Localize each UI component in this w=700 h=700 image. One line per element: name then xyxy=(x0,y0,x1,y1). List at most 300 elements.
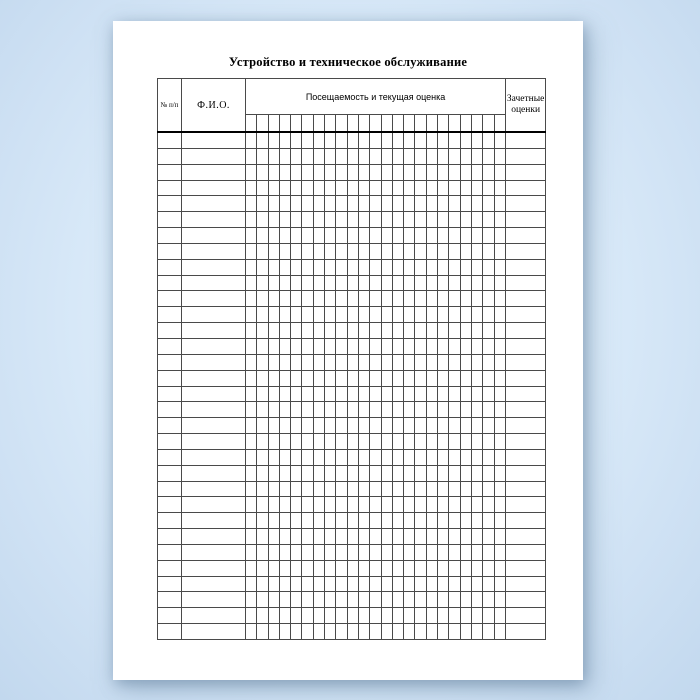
attendance-cell xyxy=(426,212,437,228)
table-row xyxy=(158,307,546,323)
attendance-cell xyxy=(426,370,437,386)
attendance-cell xyxy=(279,180,290,196)
attendance-cell xyxy=(471,434,482,450)
attendance-cell xyxy=(438,243,449,259)
header-row xyxy=(158,79,546,115)
attendance-cell xyxy=(415,576,426,592)
attendance-cell xyxy=(370,434,381,450)
attendance-cell xyxy=(381,164,392,180)
attendance-cell xyxy=(460,180,471,196)
attendance-cell xyxy=(494,513,506,529)
attendance-cell xyxy=(279,608,290,624)
attendance-cell xyxy=(404,291,415,307)
attendance-cell xyxy=(336,386,347,402)
attendance-subheader-cell xyxy=(347,115,358,133)
attendance-cell xyxy=(302,243,313,259)
number-cell xyxy=(158,624,182,640)
attendance-cell xyxy=(370,212,381,228)
attendance-cell xyxy=(347,592,358,608)
attendance-cell xyxy=(449,180,460,196)
attendance-cell xyxy=(483,243,494,259)
attendance-cell xyxy=(438,481,449,497)
attendance-cell xyxy=(291,592,302,608)
attendance-cell xyxy=(370,576,381,592)
attendance-cell xyxy=(313,449,324,465)
name-cell xyxy=(182,338,246,354)
attendance-cell xyxy=(347,148,358,164)
attendance-cell xyxy=(415,180,426,196)
attendance-cell xyxy=(426,608,437,624)
attendance-cell xyxy=(449,196,460,212)
attendance-cell xyxy=(291,386,302,402)
attendance-cell xyxy=(494,418,506,434)
attendance-cell xyxy=(268,497,279,513)
table-row xyxy=(158,291,546,307)
attendance-cell xyxy=(392,338,403,354)
attendance-cell xyxy=(471,212,482,228)
attendance-cell xyxy=(302,418,313,434)
attendance-cell xyxy=(483,370,494,386)
attendance-cell xyxy=(438,354,449,370)
attendance-cell xyxy=(494,544,506,560)
attendance-cell xyxy=(336,196,347,212)
attendance-cell xyxy=(404,323,415,339)
attendance-cell xyxy=(381,243,392,259)
attendance-cell xyxy=(404,132,415,148)
attendance-cell xyxy=(246,497,257,513)
number-cell xyxy=(158,323,182,339)
attendance-cell xyxy=(246,544,257,560)
attendance-cell xyxy=(313,418,324,434)
attendance-cell xyxy=(483,624,494,640)
attendance-cell xyxy=(460,624,471,640)
attendance-cell xyxy=(415,291,426,307)
attendance-cell xyxy=(392,560,403,576)
table-row xyxy=(158,275,546,291)
attendance-cell xyxy=(313,243,324,259)
attendance-cell xyxy=(358,291,369,307)
attendance-cell xyxy=(460,418,471,434)
name-cell xyxy=(182,164,246,180)
attendance-cell xyxy=(381,497,392,513)
attendance-cell xyxy=(279,196,290,212)
attendance-cell xyxy=(438,465,449,481)
attendance-cell xyxy=(347,370,358,386)
attendance-cell xyxy=(302,228,313,244)
attendance-cell xyxy=(483,196,494,212)
attendance-cell xyxy=(494,180,506,196)
attendance-cell xyxy=(325,212,336,228)
name-cell xyxy=(182,132,246,148)
number-cell xyxy=(158,164,182,180)
attendance-cell xyxy=(460,576,471,592)
attendance-cell xyxy=(313,354,324,370)
attendance-cell xyxy=(494,481,506,497)
attendance-cell xyxy=(483,259,494,275)
attendance-cell xyxy=(483,228,494,244)
attendance-cell xyxy=(415,544,426,560)
attendance-cell xyxy=(358,465,369,481)
number-cell xyxy=(158,576,182,592)
attendance-cell xyxy=(325,243,336,259)
attendance-cell xyxy=(268,354,279,370)
attendance-cell xyxy=(438,497,449,513)
attendance-cell xyxy=(381,132,392,148)
attendance-cell xyxy=(257,354,268,370)
attendance-cell xyxy=(392,275,403,291)
attendance-cell xyxy=(279,243,290,259)
attendance-cell xyxy=(325,624,336,640)
attendance-cell xyxy=(426,449,437,465)
attendance-cell xyxy=(279,497,290,513)
attendance-cell xyxy=(257,402,268,418)
attendance-cell xyxy=(246,386,257,402)
attendance-cell xyxy=(347,354,358,370)
attendance-cell xyxy=(347,164,358,180)
table-row xyxy=(158,243,546,259)
attendance-cell xyxy=(358,196,369,212)
credit-cell xyxy=(506,418,546,434)
attendance-cell xyxy=(426,560,437,576)
attendance-cell xyxy=(404,513,415,529)
attendance-cell xyxy=(336,370,347,386)
attendance-cell xyxy=(268,275,279,291)
attendance-cell xyxy=(483,386,494,402)
attendance-cell xyxy=(471,275,482,291)
attendance-cell xyxy=(404,449,415,465)
attendance-subheader-cell xyxy=(404,115,415,133)
credit-cell xyxy=(506,180,546,196)
attendance-cell xyxy=(347,291,358,307)
attendance-cell xyxy=(336,291,347,307)
attendance-cell xyxy=(336,132,347,148)
attendance-cell xyxy=(268,465,279,481)
attendance-cell xyxy=(483,418,494,434)
attendance-cell xyxy=(336,544,347,560)
attendance-cell xyxy=(494,560,506,576)
attendance-cell xyxy=(246,529,257,545)
attendance-cell xyxy=(268,418,279,434)
attendance-cell xyxy=(471,164,482,180)
attendance-cell xyxy=(438,513,449,529)
attendance-cell xyxy=(313,228,324,244)
attendance-cell xyxy=(370,386,381,402)
number-cell xyxy=(158,370,182,386)
credit-cell xyxy=(506,291,546,307)
attendance-cell xyxy=(246,323,257,339)
attendance-cell xyxy=(313,529,324,545)
attendance-cell xyxy=(257,576,268,592)
attendance-cell xyxy=(370,402,381,418)
attendance-cell xyxy=(426,497,437,513)
attendance-cell xyxy=(404,354,415,370)
name-cell xyxy=(182,275,246,291)
name-cell xyxy=(182,180,246,196)
number-cell xyxy=(158,465,182,481)
attendance-cell xyxy=(358,354,369,370)
attendance-cell xyxy=(381,481,392,497)
attendance-cell xyxy=(494,449,506,465)
attendance-cell xyxy=(471,148,482,164)
attendance-cell xyxy=(325,354,336,370)
attendance-cell xyxy=(291,228,302,244)
attendance-cell xyxy=(438,164,449,180)
attendance-cell xyxy=(370,132,381,148)
attendance-cell xyxy=(302,275,313,291)
attendance-cell xyxy=(325,291,336,307)
attendance-cell xyxy=(268,148,279,164)
number-cell xyxy=(158,529,182,545)
attendance-subheader-cell xyxy=(438,115,449,133)
attendance-cell xyxy=(313,180,324,196)
attendance-cell xyxy=(392,243,403,259)
attendance-cell xyxy=(426,544,437,560)
attendance-cell xyxy=(392,148,403,164)
number-cell xyxy=(158,418,182,434)
attendance-cell xyxy=(494,529,506,545)
credit-cell xyxy=(506,529,546,545)
attendance-cell xyxy=(404,212,415,228)
credit-cell xyxy=(506,354,546,370)
attendance-cell xyxy=(358,307,369,323)
attendance-cell xyxy=(313,497,324,513)
attendance-cell xyxy=(325,544,336,560)
attendance-cell xyxy=(404,275,415,291)
attendance-cell xyxy=(404,608,415,624)
attendance-cell xyxy=(471,529,482,545)
attendance-cell xyxy=(358,434,369,450)
attendance-cell xyxy=(313,544,324,560)
attendance-cell xyxy=(404,148,415,164)
attendance-cell xyxy=(494,148,506,164)
attendance-cell xyxy=(471,323,482,339)
attendance-cell xyxy=(291,513,302,529)
attendance-subheader-cell xyxy=(358,115,369,133)
attendance-cell xyxy=(426,291,437,307)
attendance-cell xyxy=(494,196,506,212)
attendance-cell xyxy=(381,291,392,307)
attendance-cell xyxy=(268,608,279,624)
attendance-cell xyxy=(392,180,403,196)
attendance-cell xyxy=(494,132,506,148)
attendance-cell xyxy=(404,228,415,244)
attendance-cell xyxy=(415,560,426,576)
attendance-cell xyxy=(347,212,358,228)
attendance-cell xyxy=(358,164,369,180)
attendance-cell xyxy=(449,338,460,354)
attendance-cell xyxy=(370,259,381,275)
attendance-cell xyxy=(460,386,471,402)
attendance-cell xyxy=(291,338,302,354)
attendance-cell xyxy=(471,544,482,560)
attendance-cell xyxy=(325,465,336,481)
page-title: Устройство и техническое обслуживание xyxy=(228,55,468,69)
attendance-cell xyxy=(302,323,313,339)
attendance-cell xyxy=(279,307,290,323)
name-cell xyxy=(182,307,246,323)
attendance-cell xyxy=(358,624,369,640)
attendance-cell xyxy=(483,275,494,291)
attendance-cell xyxy=(291,544,302,560)
attendance-cell xyxy=(268,529,279,545)
attendance-cell xyxy=(370,228,381,244)
attendance-cell xyxy=(392,513,403,529)
attendance-cell xyxy=(438,418,449,434)
attendance-subheader-cell xyxy=(246,115,257,133)
attendance-cell xyxy=(291,259,302,275)
credit-cell xyxy=(506,370,546,386)
attendance-cell xyxy=(257,624,268,640)
attendance-cell xyxy=(438,228,449,244)
attendance-cell xyxy=(483,529,494,545)
attendance-cell xyxy=(268,212,279,228)
credit-cell xyxy=(506,228,546,244)
attendance-cell xyxy=(347,497,358,513)
number-cell xyxy=(158,228,182,244)
attendance-cell xyxy=(370,418,381,434)
name-cell xyxy=(182,402,246,418)
attendance-cell xyxy=(370,370,381,386)
attendance-cell xyxy=(381,386,392,402)
attendance-cell xyxy=(438,386,449,402)
number-cell xyxy=(158,608,182,624)
attendance-subheader-cell xyxy=(392,115,403,133)
attendance-cell xyxy=(257,291,268,307)
attendance-cell xyxy=(426,529,437,545)
attendance-cell xyxy=(426,338,437,354)
attendance-cell xyxy=(347,434,358,450)
attendance-cell xyxy=(449,497,460,513)
attendance-cell xyxy=(381,323,392,339)
attendance-cell xyxy=(426,132,437,148)
attendance-cell xyxy=(415,608,426,624)
attendance-cell xyxy=(392,434,403,450)
table-row xyxy=(158,481,546,497)
attendance-cell xyxy=(483,307,494,323)
attendance-cell xyxy=(313,402,324,418)
credit-cell xyxy=(506,624,546,640)
attendance-cell xyxy=(347,481,358,497)
attendance-cell xyxy=(302,386,313,402)
attendance-cell xyxy=(347,243,358,259)
attendance-cell xyxy=(494,291,506,307)
attendance-cell xyxy=(279,259,290,275)
attendance-cell xyxy=(268,370,279,386)
attendance-cell xyxy=(268,180,279,196)
number-cell xyxy=(158,560,182,576)
attendance-cell xyxy=(291,180,302,196)
attendance-cell xyxy=(313,576,324,592)
attendance-cell xyxy=(302,370,313,386)
attendance-cell xyxy=(494,434,506,450)
attendance-cell xyxy=(257,513,268,529)
attendance-cell xyxy=(381,608,392,624)
attendance-cell xyxy=(336,624,347,640)
attendance-cell xyxy=(460,497,471,513)
attendance-cell xyxy=(358,243,369,259)
attendance-cell xyxy=(415,228,426,244)
attendance-cell xyxy=(370,323,381,339)
table-row xyxy=(158,180,546,196)
credit-cell xyxy=(506,275,546,291)
attendance-cell xyxy=(460,148,471,164)
attendance-cell xyxy=(392,212,403,228)
attendance-cell xyxy=(426,386,437,402)
attendance-cell xyxy=(415,418,426,434)
attendance-subheader-cell xyxy=(460,115,471,133)
attendance-cell xyxy=(325,259,336,275)
attendance-cell xyxy=(392,576,403,592)
table-row xyxy=(158,196,546,212)
attendance-cell xyxy=(460,354,471,370)
attendance-cell xyxy=(460,560,471,576)
attendance-cell xyxy=(325,307,336,323)
name-cell xyxy=(182,228,246,244)
attendance-cell xyxy=(438,323,449,339)
table-row xyxy=(158,576,546,592)
number-cell xyxy=(158,513,182,529)
attendance-cell xyxy=(279,529,290,545)
attendance-cell xyxy=(291,465,302,481)
attendance-cell xyxy=(279,354,290,370)
attendance-cell xyxy=(483,592,494,608)
attendance-cell xyxy=(246,228,257,244)
table-row xyxy=(158,608,546,624)
attendance-cell xyxy=(313,465,324,481)
attendance-cell xyxy=(336,418,347,434)
name-cell xyxy=(182,465,246,481)
attendance-cell xyxy=(325,148,336,164)
attendance-cell xyxy=(404,386,415,402)
credit-cell xyxy=(506,132,546,148)
attendance-cell xyxy=(358,481,369,497)
attendance-cell xyxy=(415,323,426,339)
attendance-cell xyxy=(404,481,415,497)
credit-cell xyxy=(506,465,546,481)
attendance-cell xyxy=(370,354,381,370)
attendance-cell xyxy=(291,560,302,576)
number-cell xyxy=(158,212,182,228)
name-cell xyxy=(182,212,246,228)
attendance-cell xyxy=(268,402,279,418)
attendance-cell xyxy=(449,465,460,481)
credit-cell xyxy=(506,243,546,259)
table-row xyxy=(158,228,546,244)
attendance-cell xyxy=(302,132,313,148)
attendance-cell xyxy=(381,307,392,323)
credit-cell xyxy=(506,560,546,576)
attendance-cell xyxy=(347,513,358,529)
table-row xyxy=(158,212,546,228)
name-cell xyxy=(182,544,246,560)
attendance-cell xyxy=(268,560,279,576)
attendance-cell xyxy=(268,386,279,402)
name-cell xyxy=(182,370,246,386)
table-row xyxy=(158,465,546,481)
attendance-cell xyxy=(336,434,347,450)
attendance-cell xyxy=(358,560,369,576)
attendance-cell xyxy=(415,164,426,180)
table-row xyxy=(158,259,546,275)
attendance-cell xyxy=(302,576,313,592)
attendance-cell xyxy=(279,228,290,244)
attendance-cell xyxy=(246,148,257,164)
attendance-cell xyxy=(325,449,336,465)
attendance-cell xyxy=(381,354,392,370)
attendance-cell xyxy=(302,592,313,608)
attendance-cell xyxy=(268,323,279,339)
attendance-cell xyxy=(449,291,460,307)
